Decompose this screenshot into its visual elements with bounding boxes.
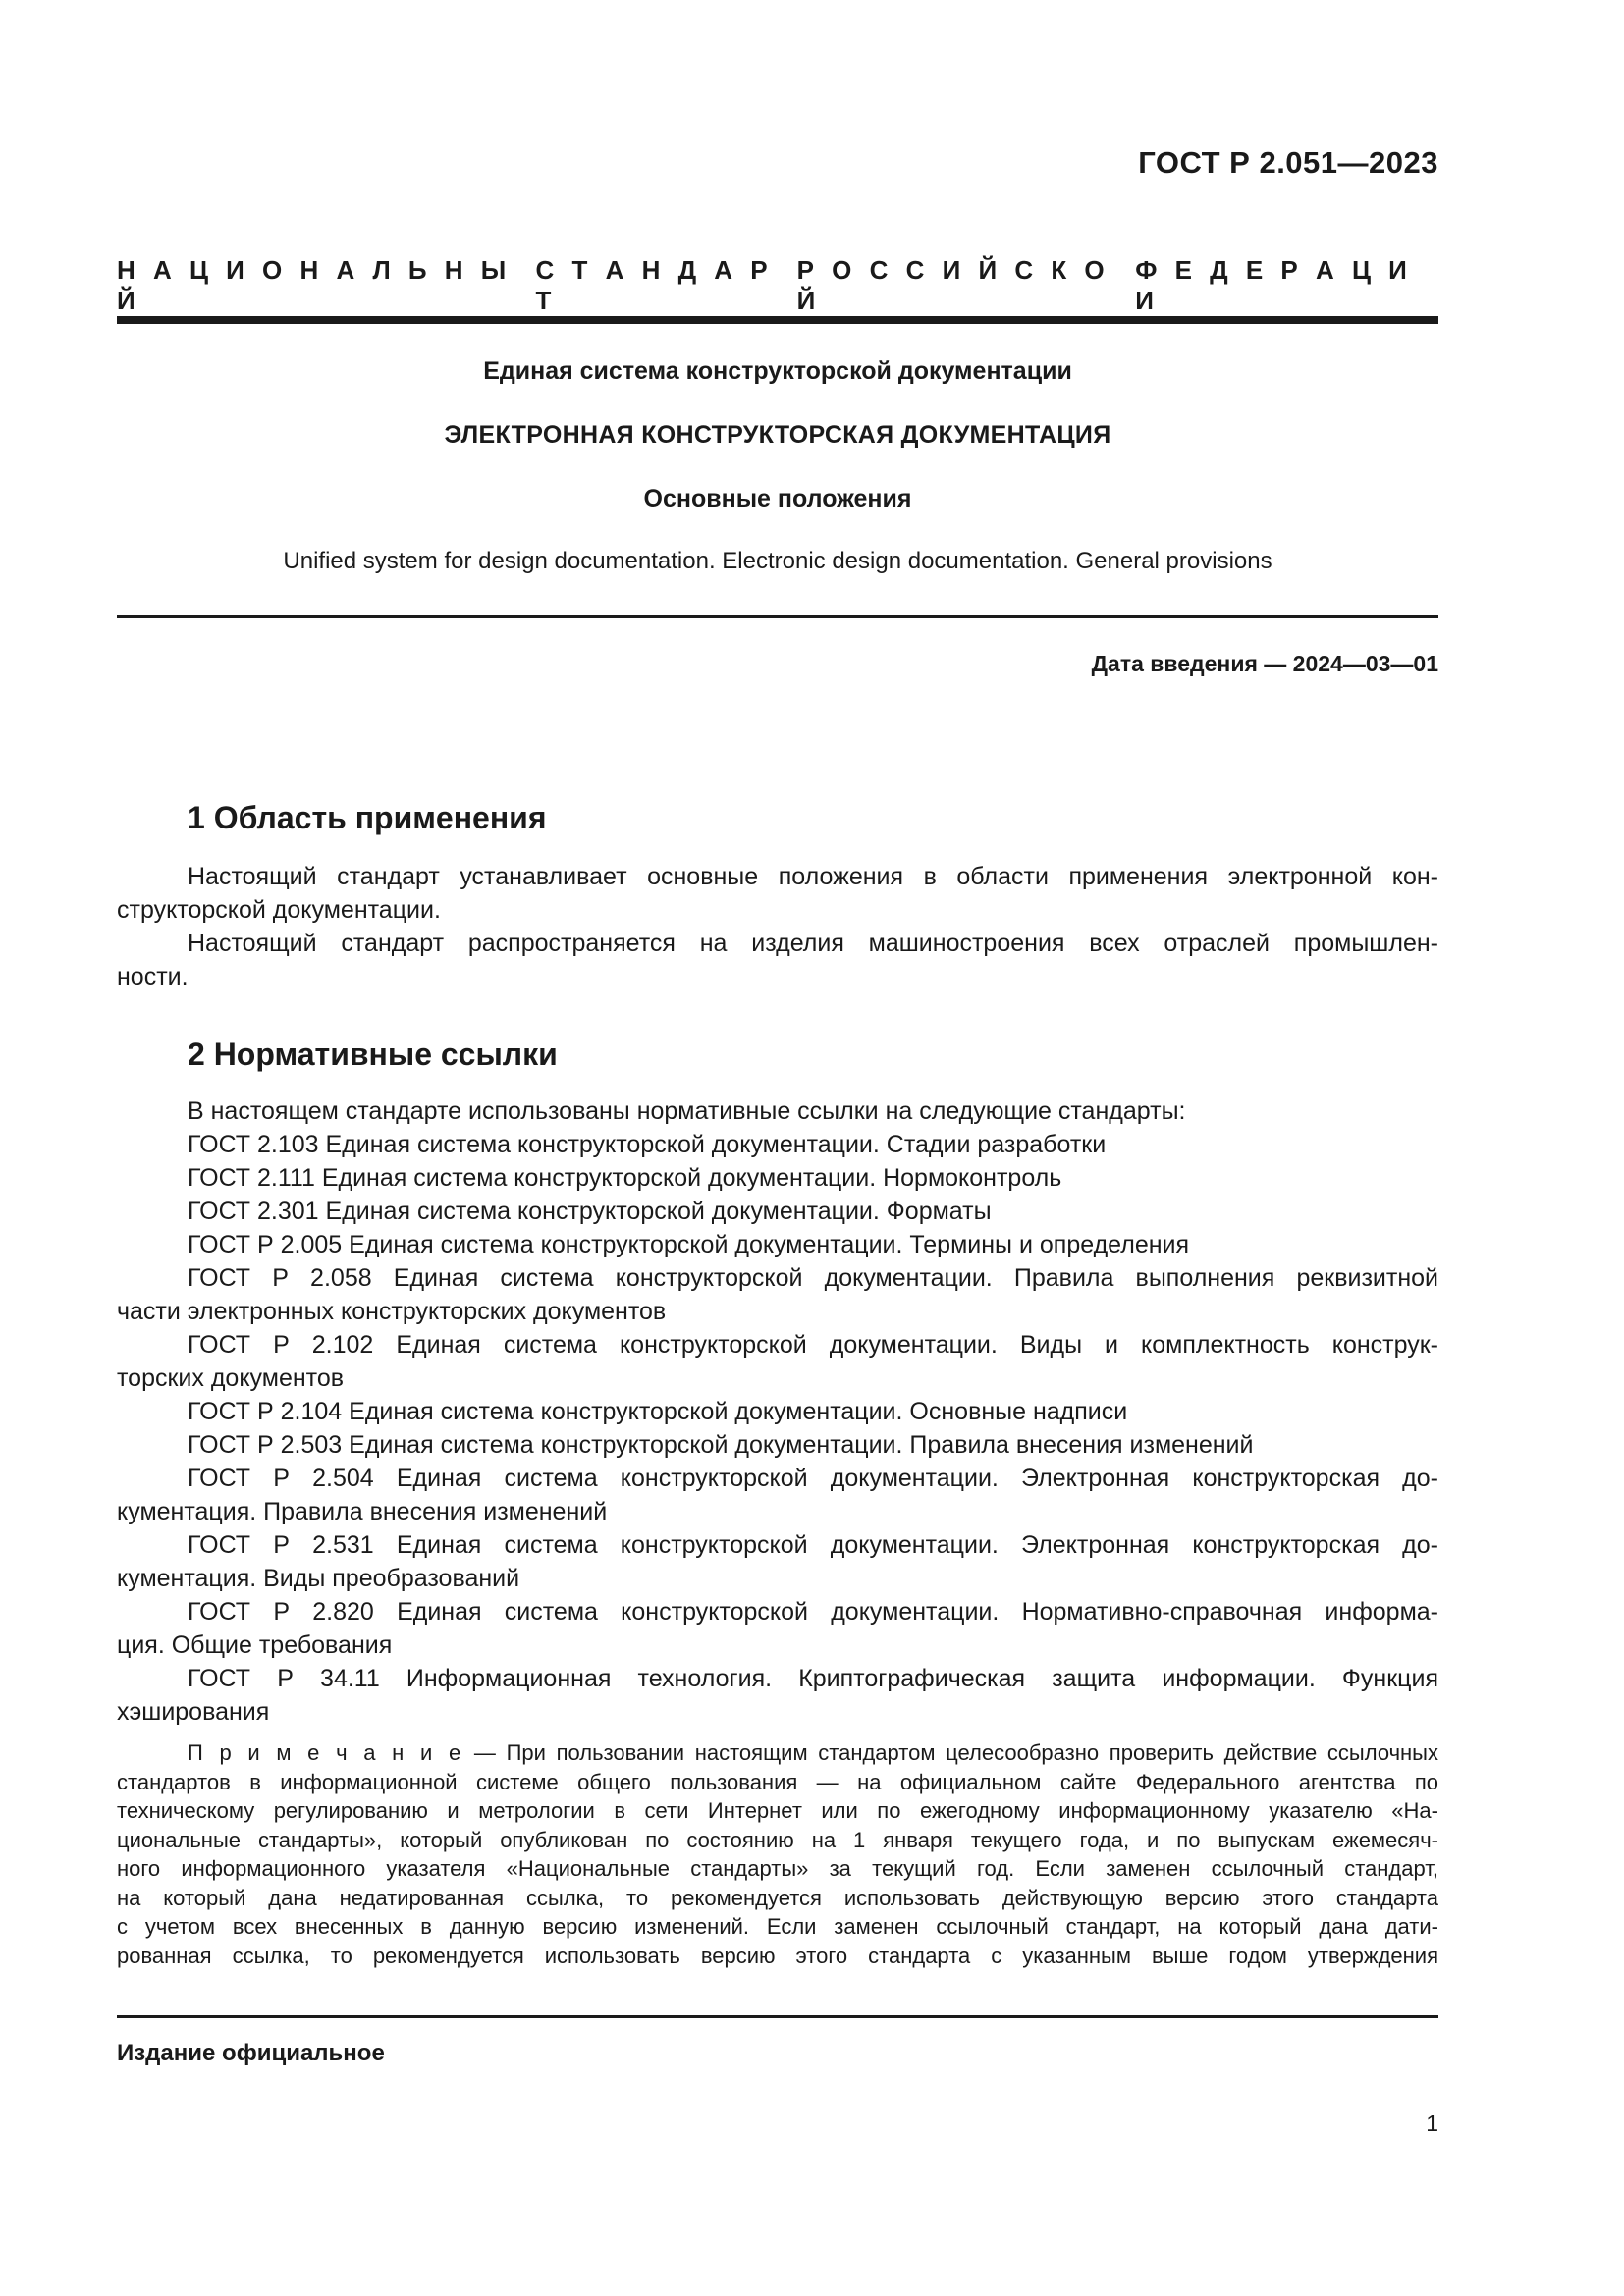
- reference-item: ГОСТ Р 2.820 Единая система конструкторской документации. Нормативно-справочная информа-: [188, 1598, 1438, 1626]
- note-block: [117, 1738, 1438, 1970]
- reference-item: ГОСТ Р 2.504 Единая система конструкторской документации. Электронная конструкторская до-: [188, 1465, 1438, 1492]
- note-first-line: [117, 1738, 1438, 1768]
- note-text: — При пользовании настоящим стандартом целесообразно проверить действие ссылочных: [463, 1740, 1438, 1765]
- main-title: ЭЛЕКТРОННАЯ КОНСТРУКТОРСКАЯ ДОКУМЕНТАЦИЯ: [444, 421, 1111, 449]
- introduction-date: Дата введения — 2024—03—01: [1091, 651, 1438, 676]
- reference-item: ГОСТ 2.301 Единая система конструкторской документации. Форматы: [188, 1198, 992, 1225]
- english-title: Unified system for design documentation. Electronic design documentation. General provisions: [283, 548, 1272, 574]
- text-line: структорской документации.: [117, 896, 441, 924]
- reference-item-cont: кументация. Виды преобразований: [117, 1565, 520, 1592]
- section-1-heading: 1 Область применения: [188, 800, 547, 835]
- note-line: с учетом всех внесенных в данную версию изменений. Если заменен ссылочный стандарт, на который дана дати-: [117, 1914, 1438, 1939]
- system-title: Единая система конструкторской документации: [483, 357, 1072, 385]
- reference-item: ГОСТ Р 34.11 Информационная технология. Криптографическая защита информации. Функция: [188, 1665, 1438, 1692]
- text-line: В настоящем стандарте использованы нормативные ссылки на следующие стандарты:: [188, 1097, 1186, 1125]
- note-line: на который дана недатированная ссылка, то рекомендуется использовать действующую версию этого стандарта: [117, 1885, 1438, 1910]
- text-line: Настоящий стандарт устанавливает основные положения в области применения электронной кон-: [188, 863, 1438, 890]
- note-line: циональные стандарты», который опубликован по состоянию на 1 января текущего года, и по выпускам ежемесяч-: [117, 1827, 1438, 1852]
- reference-item: ГОСТ Р 2.102 Единая система конструкторской документации. Виды и комплектность конструк-: [188, 1331, 1438, 1359]
- sub-title: Основные положения: [643, 485, 912, 512]
- banner-word: Ф Е Д Е Р А Ц И И: [1135, 255, 1426, 315]
- note-label: П р и м е ч а н и е: [188, 1740, 464, 1765]
- reference-item: ГОСТ Р 2.104 Единая система конструкторской документации. Основные надписи: [188, 1398, 1128, 1425]
- reference-item-cont: торских документов: [117, 1364, 345, 1392]
- banner-word: Н А Ц И О Н А Л Ь Н Ы Й: [117, 255, 524, 315]
- section-1-body: [117, 860, 1438, 993]
- note-line: рованная ссылка, то рекомендуется использовать версию этого стандарта с указанным выше годом утверждения: [117, 1943, 1438, 1968]
- reference-item: ГОСТ Р 2.005 Единая система конструкторской документации. Термины и определения: [188, 1231, 1190, 1258]
- text-line: ности.: [117, 963, 189, 990]
- reference-item: ГОСТ Р 2.531 Единая система конструкторской документации. Электронная конструкторская до-: [188, 1531, 1438, 1559]
- footer-divider: [117, 2015, 1438, 2018]
- reference-item-cont: кументация. Правила внесения изменений: [117, 1498, 608, 1525]
- reference-item: ГОСТ Р 2.058 Единая система конструкторской документации. Правила выполнения реквизитной: [188, 1264, 1438, 1292]
- reference-item-cont: хэширования: [117, 1698, 270, 1726]
- section-2-heading: 2 Нормативные ссылки: [188, 1037, 558, 1072]
- title-divider: [117, 615, 1438, 618]
- page-number: 1: [1426, 2110, 1438, 2136]
- section-2-body: [117, 1095, 1438, 1729]
- reference-item: ГОСТ Р 2.503 Единая система конструкторской документации. Правила внесения изменений: [188, 1431, 1254, 1459]
- note-line: техническому регулированию и метрологии в сети Интернет или по ежегодному информационному указателю «На-: [117, 1798, 1438, 1823]
- header-divider: [117, 316, 1438, 324]
- reference-item: ГОСТ 2.103 Единая система конструкторской документации. Стадии разработки: [188, 1131, 1107, 1158]
- reference-item-cont: ция. Общие требования: [117, 1631, 393, 1659]
- note-line: стандартов в информационной системе общего пользования — на официальном сайте Федерального агентства по: [117, 1769, 1438, 1794]
- note-line: ного информационного указателя «Национальные стандарты» за текущий год. Если заменен ссылочный стандарт,: [117, 1856, 1438, 1881]
- banner-word: С Т А Н Д А Р Т: [535, 255, 785, 315]
- document-number: ГОСТ Р 2.051—2023: [1138, 145, 1438, 180]
- edition-label: Издание официальное: [117, 2040, 385, 2066]
- banner-word: Р О С С И Й С К О Й: [796, 255, 1122, 315]
- reference-item: ГОСТ 2.111 Единая система конструкторской документации. Нормоконтроль: [188, 1164, 1062, 1192]
- national-standard-banner: [117, 255, 1438, 316]
- text-line: Настоящий стандарт распространяется на изделия машиностроения всех отраслей промышлен-: [188, 930, 1438, 957]
- reference-item-cont: части электронных конструкторских документов: [117, 1298, 667, 1325]
